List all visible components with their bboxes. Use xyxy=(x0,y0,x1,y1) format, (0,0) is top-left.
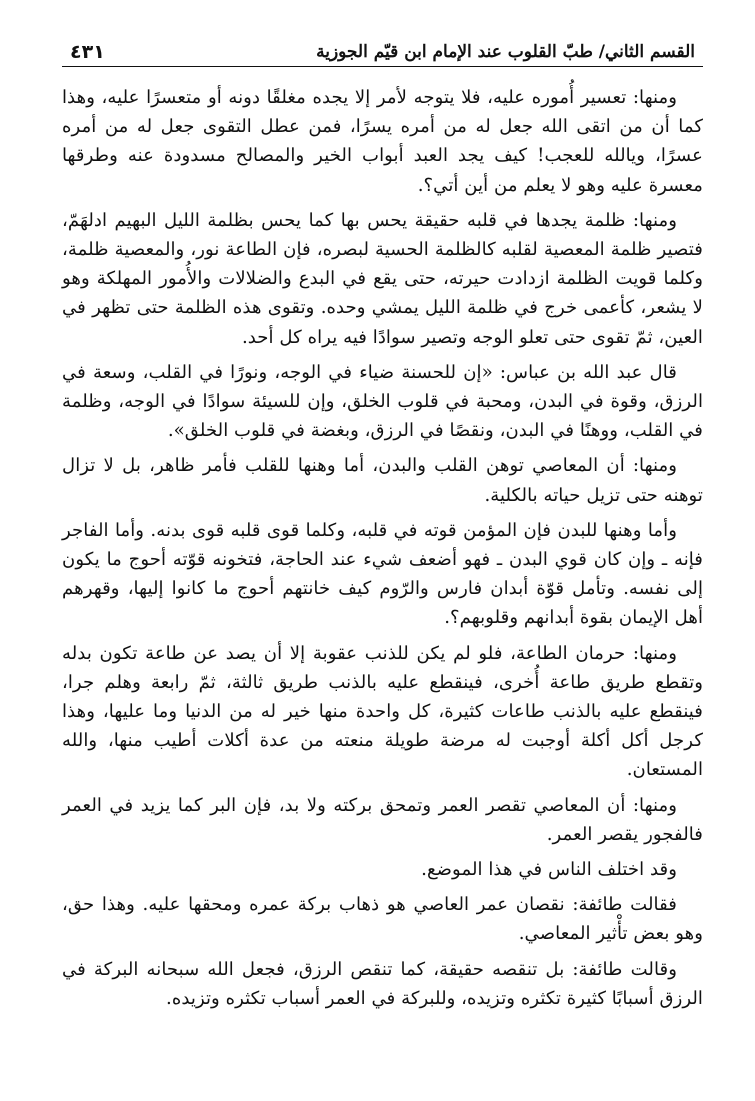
paragraph-weakness: ومنها: أن المعاصي توهن القلب والبدن، أما وهنها للقلب فأمر ظاهر، بل لا تزال توهنه حتى تزيل حياته بالكلية. xyxy=(62,455,703,506)
paragraph-first-view: فقالت طائفة: نقصان عمر العاصي هو ذهاب بركة عمره ومحقها عليه. وهذا حق، وهو بعض تأْثير المعاصي. xyxy=(62,894,703,945)
paragraph-deprivation: ومنها: حرمان الطاعة، فلو لم يكن للذنب عقوبة إلا أن يصد عن طاعة تكون بدله وتقطع طريق طاعة أُخرى، فينقطع عليه بالذنب طريق ثالثة، ثمّ رابعة وهلم جرا، فينقطع عليه بالذنب طاعات كثيرة، كل واحدة منها خير له من الدنيا وما عليها، وهذا كرجل أكل أكلة أوجبت له مرضة طويلة منعته من عدة أكلات أطيب منها، والله المستعان. xyxy=(62,642,703,781)
paragraph-second-view: وقالت طائفة: بل تنقصه حقيقة، كما تنقص الرزق، فجعل الله سبحانه البركة في الرزق أسبابًا كثيرة تكثره وتزيده، وللبركة في العمر أسباب تكثره وتزيده. xyxy=(62,958,703,1009)
paragraph-ibn-abbas-quote: قال عبد الله بن عباس: «إن للحسنة ضياء في الوجه، ونورًا في القلب، وسعة في الرزق، وقوة في البدن، ومحبة في قلوب الخلق، وإن للسيئة سوادًا في الوجه، وظلمة في القلب، ووهنًا في البدن، ونقصًا في الرزق، وبغضة في قلوب الخلق». xyxy=(62,361,703,442)
body-text xyxy=(62,83,703,1013)
paragraph-body-weakness: وأما وهنها للبدن فإن المؤمن قوته في قلبه، وكلما قوى قلبه قوى بدنه. وأما الفاجر فإنه ـ وإن كان قوي البدن ـ فهو أضعف شيء عند الحاجة، فتخونه قوّته أحوج ما يكون إلى نفسه. وتأمل قوّة أبدان فارس والرّوم كيف خانتهم أحوج ما كانوا إليها، وقهرهم أهل الإيمان بقوة أبدانهم وقلوبهم؟. xyxy=(62,519,703,629)
running-header xyxy=(62,36,703,67)
paragraph-darkness: ومنها: ظلمة يجدها في قلبه حقيقة يحس بها كما يحس بظلمة الليل البهيم ادلهَمّ، فتصير ظلمة المعصية لقلبه كالظلمة الحسية لبصره، فإن الطاعة نور، والمعصية ظلمة، وكلما قويت الظلمة ازدادت حيرته، حتى يقع في البدع والضلالات والأُمور المهلكة وهو لا يشعر، كأعمى خرج في ظلمة الليل يمشي وحده. وتقوى هذه الظلمة حتى تظهر في العين، ثمّ تقوى حتى تعلو الوجه وتصير سوادًا فيه يراه كل أحد. xyxy=(62,209,703,348)
page-number: ٤٣١ xyxy=(70,41,105,63)
header-title: القسم الثاني/ طبّ القلوب عند الإمام ابن قيّم الجوزية xyxy=(316,42,695,62)
paragraph-hardship: ومنها: تعسير أُموره عليه، فلا يتوجه لأمر إلا يجده مغلقًا دونه أو متعسرًا عليه، وهذا كما أن من اتقى الله جعل له من أمره يسرًا، فمن عطل التقوى جعل له من أمره عسرًا، ويالله للعجب! كيف يجد العبد أبواب الخير والمصالح مسدودة عنه وطرقها معسرة عليه وهو لا يعلم من أين أتي؟. xyxy=(62,87,703,196)
paragraph-lifespan: ومنها: أن المعاصي تقصر العمر وتمحق بركته ولا بد، فإن البر كما يزيد في العمر فالفجور يقصر العمر. xyxy=(62,794,703,845)
paragraph-disagreement: وقد اختلف الناس في هذا الموضع. xyxy=(421,859,677,881)
